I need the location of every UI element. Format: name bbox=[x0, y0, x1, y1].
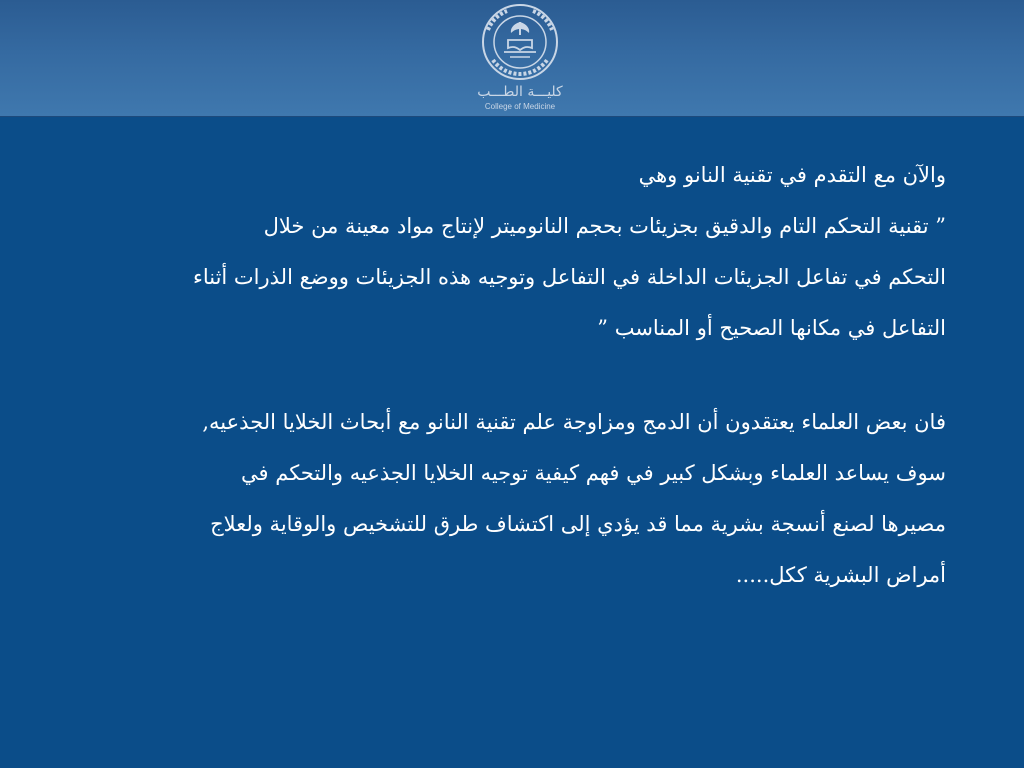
slide-body bbox=[48, 150, 946, 601]
logo-arabic-text: كليـــة الطـــب bbox=[477, 84, 563, 100]
body-line: التحكم في تفاعل الجزيئات الداخلة في التفاعل وتوجيه هذه الجزيئات ووضع الذرات أثناء bbox=[192, 265, 946, 289]
university-emblem-icon bbox=[477, 2, 563, 84]
header-band bbox=[0, 0, 1024, 117]
body-line: التفاعل في مكانها الصحيح أو المناسب ” bbox=[597, 316, 946, 340]
college-logo bbox=[455, 2, 585, 114]
body-line: ” تقنية التحكم التام والدقيق بجزيئات بحجم النانوميتر لإنتاج مواد معينة من خلال bbox=[263, 214, 946, 238]
body-line: مصيرها لصنع أنسجة بشرية مما قد يؤدي إلى اكتشاف طرق للتشخيص والوقاية ولعلاج bbox=[210, 512, 946, 536]
body-line: فان بعض العلماء يعتقدون أن الدمج ومزاوجة علم تقنية النانو مع أبحاث الخلايا الجذعيه, bbox=[202, 410, 946, 434]
body-line: والآن مع التقدم في تقنية النانو وهي bbox=[638, 163, 946, 187]
body-line: سوف يساعد العلماء وبشكل كبير في فهم كيفية توجيه الخلايا الجذعيه والتحكم في bbox=[241, 461, 946, 485]
logo-english-text: College of Medicine bbox=[484, 102, 556, 111]
body-line: أمراض البشرية ككل..... bbox=[735, 563, 946, 587]
paragraph-spacer bbox=[48, 354, 946, 397]
